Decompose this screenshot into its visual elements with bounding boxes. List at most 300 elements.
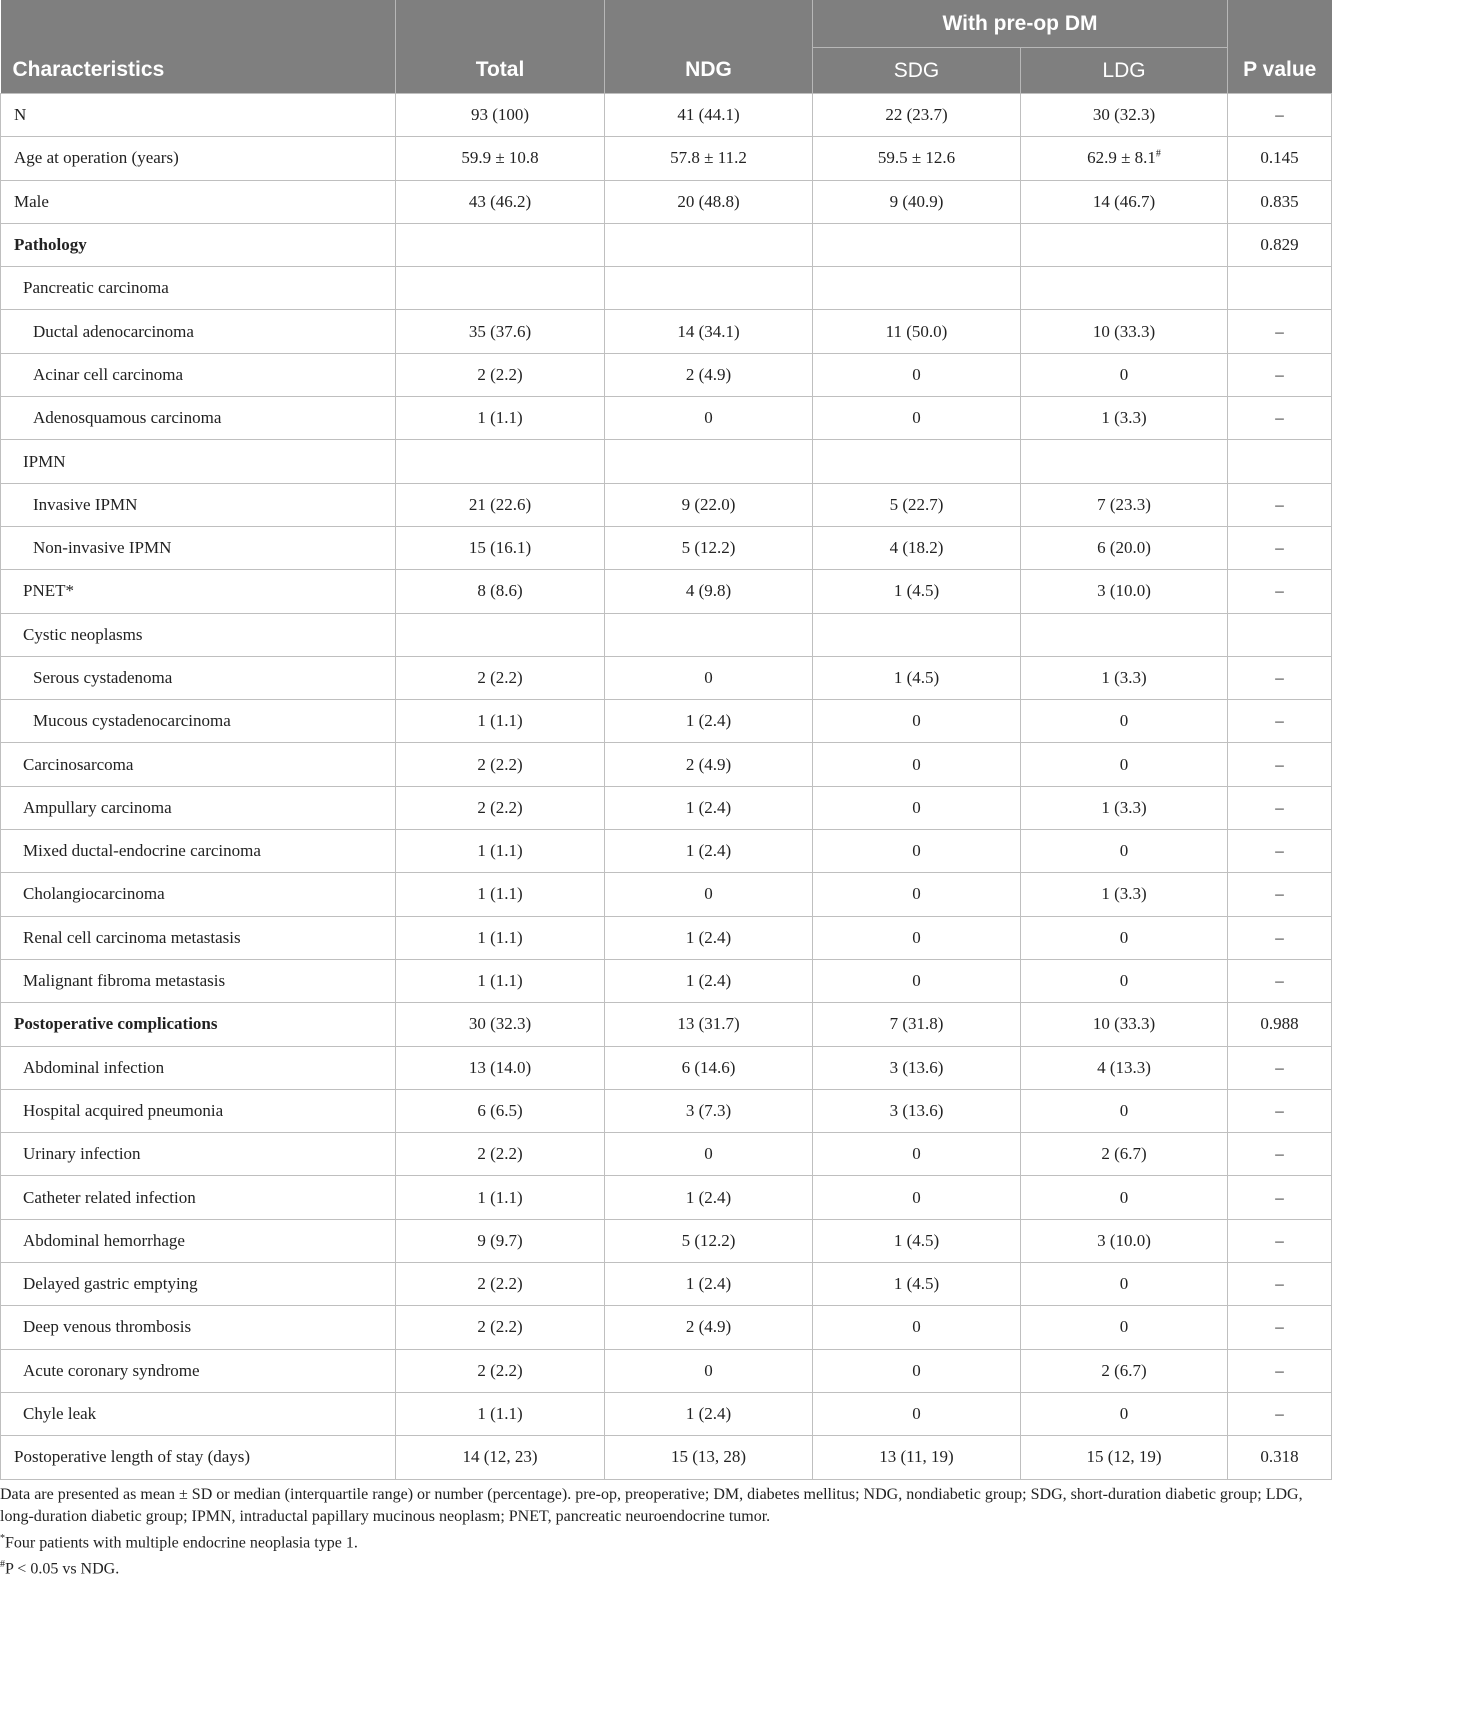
cell-ldg-text: 14 (46.7) <box>1092 191 1156 211</box>
cell-p-value <box>1228 743 1332 786</box>
table-row <box>1 1219 1332 1262</box>
cell-characteristic-text: Mucous cystadenocarcinoma <box>33 711 231 731</box>
table-header <box>1 0 1332 94</box>
cell-p-value <box>1228 1046 1332 1089</box>
cell-sdg-text: 5 (22.7) <box>889 494 944 514</box>
cell-p-value-text: – <box>1275 538 1284 558</box>
cell-ndg-text: 1 (2.4) <box>685 797 732 817</box>
cell-ldg <box>1021 700 1228 743</box>
table-row <box>1 1133 1332 1176</box>
cell-characteristic <box>1 180 396 223</box>
cell-total-text: 1 (1.1) <box>477 927 523 947</box>
cell-characteristic-text: Chyle leak <box>23 1404 97 1424</box>
cell-characteristic <box>1 440 396 483</box>
cell-p-value-text: – <box>1275 1404 1284 1424</box>
cell-p-value-text: 0.835 <box>1260 191 1299 211</box>
cell-sdg <box>813 916 1021 959</box>
cell-characteristic-text: Serous cystadenoma <box>33 668 173 687</box>
cell-characteristic-text: Mixed ductal-endocrine carcinoma <box>23 841 261 861</box>
cell-ndg-text: 0 <box>704 1360 713 1380</box>
table-row <box>1 526 1332 569</box>
cell-characteristic-text: PNET* <box>23 581 74 601</box>
cell-characteristic-text: Age at operation (years) <box>14 148 179 168</box>
table-row <box>1 830 1332 873</box>
cell-total <box>396 700 605 743</box>
cell-sdg <box>813 959 1021 1002</box>
cell-ndg-text: 57.8 ± 11.2 <box>670 148 747 168</box>
header-with-pre-op-dm: With pre-op DM <box>813 0 1228 48</box>
cell-characteristic-text: Pathology <box>14 235 87 255</box>
cell-ldg-text: 0 <box>1119 364 1129 384</box>
cell-total <box>396 1176 605 1219</box>
cell-total-text: 1 (1.1) <box>477 884 523 904</box>
cell-ndg-text: 2 (4.9) <box>685 754 732 774</box>
table-row <box>1 743 1332 786</box>
cell-ndg-text: 1 (2.4) <box>685 1404 732 1424</box>
cell-characteristic <box>1 700 396 743</box>
cell-ndg-text: 0 <box>704 408 713 428</box>
cell-characteristic <box>1 526 396 569</box>
cell-ldg <box>1021 656 1228 699</box>
cell-ndg-text: 2 (4.9) <box>685 364 732 384</box>
cell-ldg-text: 62.9 ± 8.1 <box>1087 148 1156 168</box>
cell-sdg-text: 13 (11, 19) <box>879 1447 954 1467</box>
cell-ndg <box>605 1089 813 1132</box>
table-row <box>1 613 1332 656</box>
cell-total <box>396 830 605 873</box>
cell-ldg-text: 6 (20.0) <box>1097 538 1151 558</box>
cell-total-text: 6 (6.5) <box>477 1100 523 1120</box>
cell-total <box>396 613 605 656</box>
cell-total-text: 2 (2.2) <box>477 1274 523 1294</box>
cell-ldg <box>1021 1133 1228 1176</box>
cell-characteristic <box>1 1263 396 1306</box>
cell-p-value <box>1228 94 1332 137</box>
cell-sdg <box>813 440 1021 483</box>
cell-ndg <box>605 353 813 396</box>
cell-characteristic <box>1 310 396 353</box>
cell-characteristic <box>1 483 396 526</box>
cell-characteristic-text: IPMN <box>23 451 66 471</box>
cell-characteristic <box>1 613 396 656</box>
table-row <box>1 180 1332 223</box>
cell-total-text: 1 (1.1) <box>477 1187 523 1207</box>
cell-ldg-text: 0 <box>1119 754 1129 774</box>
cell-ldg <box>1021 1219 1228 1262</box>
cell-characteristic <box>1 873 396 916</box>
cell-p-value <box>1228 267 1332 310</box>
cell-p-value-text: – <box>1275 1230 1284 1250</box>
cell-total-text: 2 (2.2) <box>477 1144 523 1164</box>
cell-sdg-text: 0 <box>912 1187 921 1207</box>
header-p-value: P value <box>1228 0 1332 94</box>
cell-total-text: 8 (8.6) <box>477 581 523 601</box>
cell-characteristic-text: Deep venous thrombosis <box>23 1317 192 1337</box>
cell-ndg <box>605 1349 813 1392</box>
cell-ldg-text: 10 (33.3) <box>1092 321 1156 341</box>
cell-characteristic-text: N <box>14 105 27 125</box>
cell-sdg <box>813 1003 1021 1046</box>
cell-characteristic <box>1 786 396 829</box>
cell-sdg <box>813 700 1021 743</box>
cell-p-value <box>1228 1306 1332 1349</box>
cell-total <box>396 656 605 699</box>
cell-ndg-text: 6 (14.6) <box>681 1057 736 1077</box>
cell-sdg-text: 0 <box>912 797 921 817</box>
cell-characteristic <box>1 267 396 310</box>
cell-total-text: 2 (2.2) <box>477 668 523 687</box>
cell-ndg <box>605 830 813 873</box>
cell-p-value-text: – <box>1275 494 1284 514</box>
cell-p-value <box>1228 656 1332 699</box>
cell-ndg <box>605 959 813 1002</box>
cell-characteristic <box>1 1176 396 1219</box>
cell-ldg <box>1021 223 1228 266</box>
cell-p-value-text: – <box>1275 797 1284 817</box>
cell-ldg <box>1021 830 1228 873</box>
cell-ndg <box>605 1219 813 1262</box>
cell-sdg-text: 0 <box>912 754 921 774</box>
cell-ldg-text: 0 <box>1119 1317 1129 1337</box>
cell-total-text: 1 (1.1) <box>477 971 523 991</box>
table-row <box>1 873 1332 916</box>
cell-characteristic <box>1 656 396 699</box>
cell-characteristic-text: Non-invasive IPMN <box>33 538 172 558</box>
cell-ndg-text: 1 (2.4) <box>685 971 732 991</box>
cell-ndg-text: 9 (22.0) <box>681 494 736 514</box>
cell-p-value <box>1228 786 1332 829</box>
cell-sdg <box>813 397 1021 440</box>
cell-p-value-text: 0.318 <box>1260 1447 1299 1467</box>
cell-characteristic-text: Acinar cell carcinoma <box>33 364 184 384</box>
cell-total <box>396 959 605 1002</box>
cell-ldg <box>1021 310 1228 353</box>
table-row <box>1 267 1332 310</box>
table-row <box>1 1436 1332 1479</box>
cell-characteristic <box>1 397 396 440</box>
cell-ndg-text: 4 (9.8) <box>685 581 732 601</box>
cell-characteristic-text: Adenosquamous carcinoma <box>33 408 222 428</box>
cell-ldg <box>1021 137 1228 180</box>
table-row <box>1 483 1332 526</box>
cell-sdg-text: 1 (4.5) <box>893 668 940 687</box>
cell-total <box>396 397 605 440</box>
cell-characteristic-text: Postoperative length of stay (days) <box>14 1447 251 1467</box>
cell-ldg-text: 1 (3.3) <box>1101 668 1147 687</box>
footnote-main: Data are presented as mean ± SD or median (interquartile range) or number (percentage). pre-op, preoperative; DM, diabetes mellitus; NDG, nondiabetic group; SDG, short-duration diabetic group; LDG, long-duration diabetic group; IPMN, intraductal papillary mucinous neoplasm; PNET, pancreatic neuroendocrine tumor. <box>0 1485 1303 1525</box>
cell-total-text: 15 (16.1) <box>468 538 532 558</box>
cell-ndg <box>605 1176 813 1219</box>
cell-ldg-text: 0 <box>1119 927 1129 947</box>
cell-sdg-text: 4 (18.2) <box>889 538 944 558</box>
cell-ldg <box>1021 959 1228 1002</box>
cell-sdg <box>813 1176 1021 1219</box>
cell-p-value-text: 0.988 <box>1260 1014 1299 1034</box>
cell-total <box>396 1436 605 1479</box>
cell-ldg-text: 3 (10.0) <box>1097 581 1151 601</box>
cell-characteristic-text: Abdominal infection <box>23 1057 165 1077</box>
cell-ldg <box>1021 743 1228 786</box>
cell-p-value <box>1228 1133 1332 1176</box>
cell-ndg-text: 2 (4.9) <box>685 1317 732 1337</box>
cell-p-value <box>1228 916 1332 959</box>
cell-ndg <box>605 1046 813 1089</box>
cell-ldg-text: 0 <box>1119 971 1129 991</box>
cell-characteristic-text: Malignant fibroma metastasis <box>23 971 226 991</box>
cell-sdg <box>813 1392 1021 1435</box>
cell-ldg <box>1021 1089 1228 1132</box>
cell-p-value-text: – <box>1275 1057 1284 1077</box>
cell-total <box>396 353 605 396</box>
cell-total-text: 2 (2.2) <box>477 1317 523 1337</box>
cell-sdg <box>813 94 1021 137</box>
cell-p-value-text: – <box>1275 105 1284 125</box>
cell-ndg-text: 15 (13, 28) <box>670 1447 747 1467</box>
cell-characteristic <box>1 570 396 613</box>
cell-sdg <box>813 873 1021 916</box>
table-row <box>1 223 1332 266</box>
footnote-star-text: Four patients with multiple endocrine neoplasia type 1. <box>5 1533 358 1551</box>
cell-ldg <box>1021 1392 1228 1435</box>
cell-p-value <box>1228 137 1332 180</box>
cell-characteristic <box>1 1392 396 1435</box>
cell-ldg-text: 1 (3.3) <box>1101 408 1147 428</box>
cell-p-value-text: – <box>1275 364 1284 384</box>
cell-p-value-text: – <box>1275 1144 1284 1164</box>
cell-total <box>396 94 605 137</box>
cell-p-value <box>1228 1349 1332 1392</box>
cell-ldg <box>1021 1349 1228 1392</box>
cell-ldg-text: 3 (10.0) <box>1097 1230 1151 1250</box>
footnote-hash <box>0 1554 1331 1580</box>
cell-sdg-text: 0 <box>912 971 921 991</box>
table-row <box>1 1046 1332 1089</box>
cell-ndg <box>605 180 813 223</box>
header-sdg: SDG <box>813 48 1021 94</box>
cell-sdg-text: 1 (4.5) <box>893 1274 940 1294</box>
cell-p-value-text: – <box>1275 321 1284 341</box>
cell-sdg-text: 59.5 ± 12.6 <box>877 148 956 168</box>
cell-sdg <box>813 1263 1021 1306</box>
cell-ndg <box>605 526 813 569</box>
footnote-star <box>0 1528 1331 1554</box>
cell-ldg <box>1021 397 1228 440</box>
cell-sdg <box>813 1089 1021 1132</box>
cell-ldg-text: 30 (32.3) <box>1092 105 1156 125</box>
header-ldg: LDG <box>1021 48 1228 94</box>
cell-total-text: 59.9 ± 10.8 <box>461 148 539 168</box>
cell-characteristic-text: Hospital acquired pneumonia <box>23 1100 224 1120</box>
cell-ndg-text: 0 <box>704 668 713 687</box>
cell-ldg-text: 2 (6.7) <box>1101 1360 1147 1380</box>
cell-p-value <box>1228 440 1332 483</box>
cell-ndg <box>605 1306 813 1349</box>
cell-ndg <box>605 1436 813 1479</box>
cell-p-value-text: – <box>1275 711 1284 731</box>
cell-p-value <box>1228 180 1332 223</box>
cell-sdg-text: 0 <box>912 364 921 384</box>
cell-characteristic <box>1 1306 396 1349</box>
cell-ndg <box>605 310 813 353</box>
cell-total-text: 13 (14.0) <box>468 1057 532 1077</box>
cell-ldg-text: 0 <box>1119 1274 1129 1294</box>
table-row <box>1 786 1332 829</box>
cell-p-value <box>1228 1436 1332 1479</box>
cell-total <box>396 1089 605 1132</box>
cell-p-value <box>1228 1219 1332 1262</box>
cell-sdg-text: 0 <box>912 884 921 904</box>
cell-total-text: 30 (32.3) <box>468 1014 532 1034</box>
cell-sdg-text: 1 (4.5) <box>893 1230 940 1250</box>
cell-characteristic <box>1 137 396 180</box>
cell-p-value-text: – <box>1275 581 1284 601</box>
cell-p-value-text: – <box>1275 1317 1284 1337</box>
cell-characteristic <box>1 1133 396 1176</box>
cell-p-value-text: – <box>1275 1274 1284 1294</box>
cell-ldg <box>1021 180 1228 223</box>
cell-p-value-text: – <box>1275 927 1284 947</box>
cell-ndg-text: 1 (2.4) <box>685 711 732 731</box>
cell-sdg-text: 0 <box>912 841 921 861</box>
table-row <box>1 137 1332 180</box>
cell-sdg-text: 0 <box>912 1360 921 1380</box>
table-row <box>1 959 1332 1002</box>
cell-ldg-text: 15 (12, 19) <box>1086 1447 1162 1467</box>
cell-sdg <box>813 483 1021 526</box>
table-row <box>1 353 1332 396</box>
cell-ldg-text: 0 <box>1119 1100 1129 1120</box>
cell-sdg-text: 3 (13.6) <box>889 1100 944 1120</box>
cell-sdg-text: 0 <box>912 1144 921 1164</box>
cell-sdg-text: 7 (31.8) <box>889 1014 944 1034</box>
cell-ldg <box>1021 916 1228 959</box>
cell-p-value-text: – <box>1275 1100 1284 1120</box>
cell-characteristic-text: Ductal adenocarcinoma <box>33 321 194 341</box>
cell-p-value <box>1228 959 1332 1002</box>
cell-ndg <box>605 1392 813 1435</box>
cell-sdg <box>813 786 1021 829</box>
cell-sdg <box>813 830 1021 873</box>
cell-characteristic-text: Cystic neoplasms <box>23 624 143 644</box>
cell-total-text: 35 (37.6) <box>468 321 532 341</box>
cell-p-value-text: – <box>1275 841 1284 861</box>
cell-characteristic <box>1 959 396 1002</box>
cell-characteristic <box>1 94 396 137</box>
cell-sdg <box>813 137 1021 180</box>
cell-total-text: 9 (9.7) <box>477 1230 523 1250</box>
cell-p-value-text: – <box>1275 1187 1284 1207</box>
cell-p-value <box>1228 613 1332 656</box>
cell-total <box>396 786 605 829</box>
cell-p-value-text: – <box>1275 408 1284 428</box>
table-row <box>1 1349 1332 1392</box>
cell-ndg <box>605 397 813 440</box>
header-characteristics: Characteristics <box>1 0 396 94</box>
cell-total-text: 2 (2.2) <box>477 1360 523 1380</box>
cell-total-text: 1 (1.1) <box>477 408 523 428</box>
cell-characteristic-text: Postoperative complications <box>14 1014 218 1034</box>
cell-total-text: 2 (2.2) <box>477 754 523 774</box>
cell-characteristic-text: Cholangiocarcinoma <box>23 884 165 904</box>
cell-p-value-text: 0.829 <box>1260 235 1299 255</box>
cell-ldg-text: 1 (3.3) <box>1101 884 1147 904</box>
table-row <box>1 1263 1332 1306</box>
table-row <box>1 397 1332 440</box>
cell-sdg <box>813 180 1021 223</box>
cell-characteristic-text: Carcinosarcoma <box>23 754 134 774</box>
cell-ndg-text: 3 (7.3) <box>685 1100 732 1120</box>
cell-p-value <box>1228 1392 1332 1435</box>
cell-total <box>396 1133 605 1176</box>
cell-ndg <box>605 440 813 483</box>
table-body <box>1 94 1332 1480</box>
cell-sdg <box>813 223 1021 266</box>
cell-characteristic-text: Abdominal hemorrhage <box>23 1230 185 1250</box>
cell-ndg <box>605 613 813 656</box>
cell-sdg <box>813 526 1021 569</box>
cell-sdg <box>813 310 1021 353</box>
cell-ldg <box>1021 526 1228 569</box>
cell-p-value-text: – <box>1275 1360 1284 1380</box>
table-row <box>1 1176 1332 1219</box>
cell-ldg-text: 0 <box>1119 841 1129 861</box>
footnote-hash-mark: # <box>0 1558 5 1570</box>
cell-characteristic <box>1 916 396 959</box>
cell-characteristic-text: Delayed gastric emptying <box>23 1274 198 1294</box>
cell-ndg <box>605 570 813 613</box>
cell-sdg <box>813 1306 1021 1349</box>
cell-ndg <box>605 94 813 137</box>
cell-sdg <box>813 656 1021 699</box>
cell-p-value-text: – <box>1275 754 1284 774</box>
cell-total <box>396 223 605 266</box>
cell-ndg <box>605 223 813 266</box>
cell-total <box>396 310 605 353</box>
cell-p-value <box>1228 483 1332 526</box>
cell-total <box>396 1003 605 1046</box>
cell-characteristic-text: Male <box>14 191 49 211</box>
cell-total-text: 14 (12, 23) <box>462 1447 538 1467</box>
cell-ndg-text: 1 (2.4) <box>685 841 732 861</box>
table-row <box>1 570 1332 613</box>
cell-sdg-text: 22 (23.7) <box>885 105 948 125</box>
cell-sdg-text: 0 <box>912 408 921 428</box>
footnote-hash-text: P < 0.05 vs NDG. <box>5 1560 120 1578</box>
cell-total-text: 43 (46.2) <box>468 191 532 211</box>
cell-sdg-text: 3 (13.6) <box>889 1057 944 1077</box>
table-row <box>1 1003 1332 1046</box>
cell-total <box>396 483 605 526</box>
cell-ndg-text: 41 (44.1) <box>677 105 740 125</box>
cell-sdg-text: 1 (4.5) <box>893 581 940 601</box>
cell-ndg-text: 20 (48.8) <box>677 191 740 211</box>
cell-ldg <box>1021 267 1228 310</box>
cell-p-value <box>1228 700 1332 743</box>
table-row <box>1 1392 1332 1435</box>
cell-sdg <box>813 1219 1021 1262</box>
cell-sdg <box>813 353 1021 396</box>
cell-ndg <box>605 1003 813 1046</box>
cell-characteristic <box>1 1089 396 1132</box>
cell-ldg <box>1021 94 1228 137</box>
cell-ndg-text: 1 (2.4) <box>685 1187 732 1207</box>
table-footnotes <box>0 1480 1331 1581</box>
cell-ldg <box>1021 1436 1228 1479</box>
cell-ndg-text: 5 (12.2) <box>681 538 736 558</box>
cell-sdg-text: 0 <box>912 927 921 947</box>
cell-total <box>396 440 605 483</box>
cell-ndg <box>605 267 813 310</box>
